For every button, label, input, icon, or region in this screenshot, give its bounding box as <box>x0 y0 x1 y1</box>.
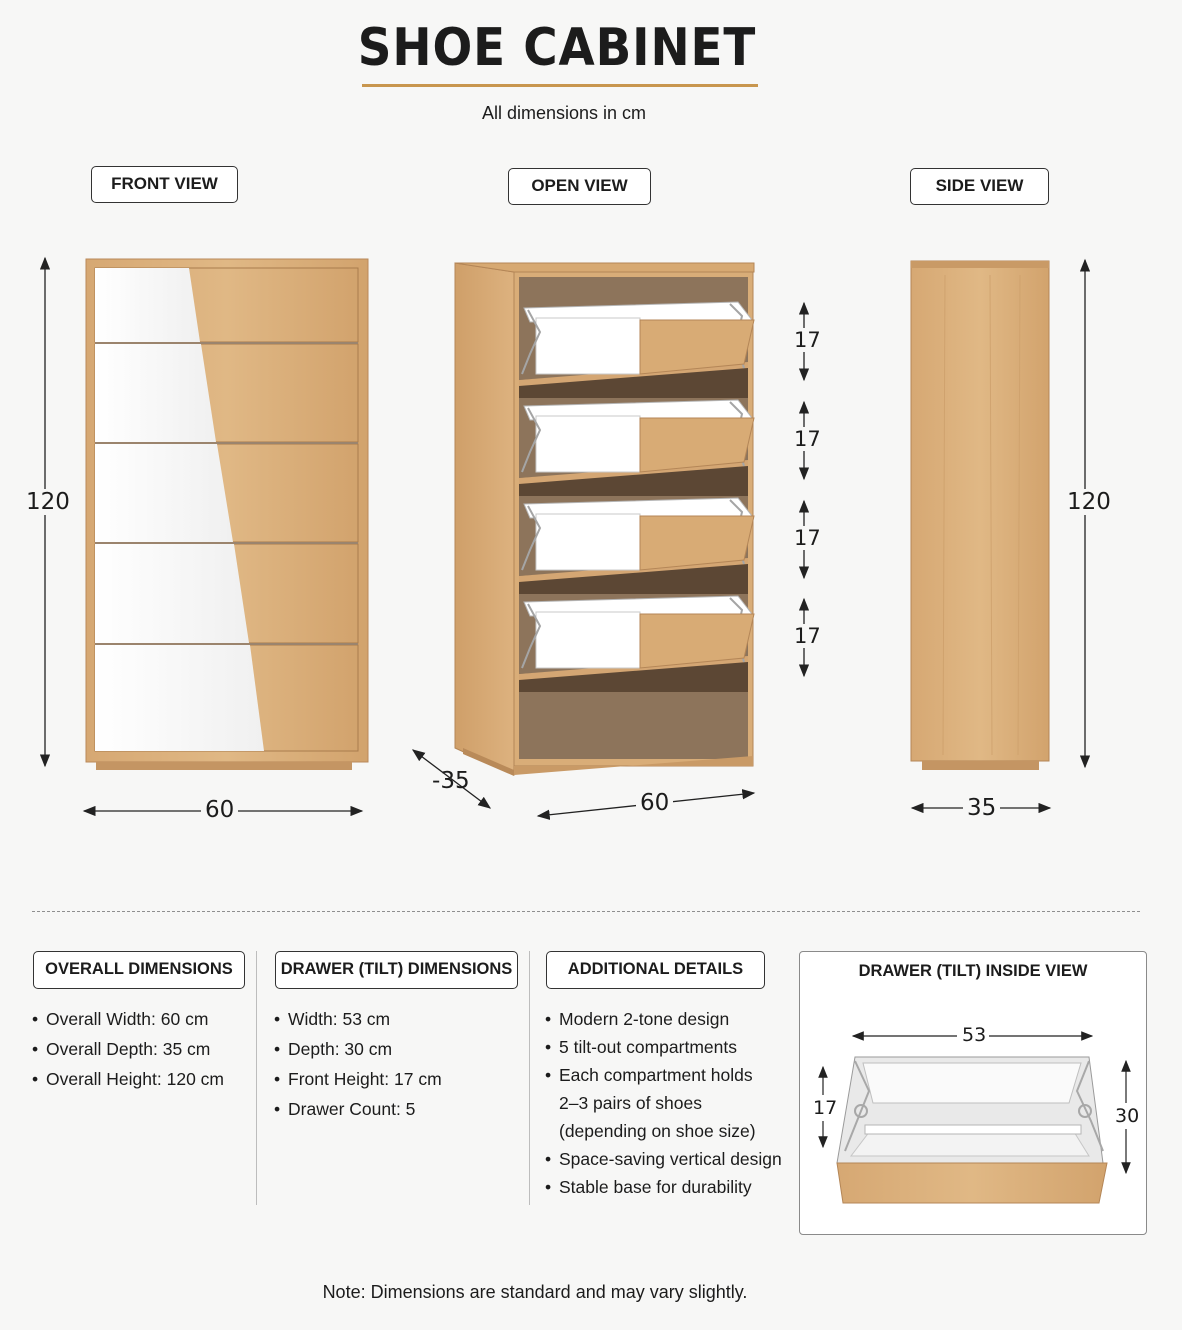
side-depth-label: 35 <box>963 795 1000 821</box>
footnote: Note: Dimensions are standard and may vary slightly. <box>322 1282 748 1302</box>
compartment-height-4: 17 <box>794 624 821 648</box>
section-divider <box>32 911 1140 912</box>
open-depth-value: 35 <box>440 768 470 794</box>
page-title: SHOE CABINET <box>357 18 757 78</box>
inside-width-label: 53 <box>962 1024 987 1046</box>
compartment-height-1: 17 <box>794 328 821 352</box>
side-view-cabinet <box>911 261 1049 770</box>
front-height-label: 120 <box>22 489 74 515</box>
list-item: • Width: 53 cm <box>274 1004 442 1034</box>
front-view-cabinet <box>86 259 368 770</box>
side-height-label: 120 <box>1063 489 1115 515</box>
tilt-drawer-1 <box>519 302 754 398</box>
drawer-inside-drawing <box>799 951 1147 1235</box>
list-item: • Modern 2-tone design <box>545 1005 782 1033</box>
additional-details-list <box>545 1005 782 1201</box>
open-view-label: OPEN VIEW <box>508 168 651 205</box>
column-separator <box>529 951 530 1205</box>
tilt-drawer-2 <box>519 400 754 496</box>
tilt-drawer-3 <box>519 498 754 594</box>
additional-details-label: ADDITIONAL DETAILS <box>546 951 765 989</box>
list-item: • Stable base for durability <box>545 1173 782 1201</box>
list-item: • Overall Depth: 35 cm <box>32 1034 224 1064</box>
list-item: • Each compartment holds <box>545 1061 782 1089</box>
overall-dimensions-list <box>32 1004 224 1094</box>
compartment-height-2: 17 <box>794 427 821 451</box>
list-item-continuation: 2–3 pairs of shoes <box>559 1093 703 1113</box>
list-item: • Overall Height: 120 cm <box>32 1064 224 1094</box>
drawer-dimensions-list <box>274 1004 442 1124</box>
front-width-label: 60 <box>201 797 238 823</box>
column-separator <box>256 951 257 1205</box>
list-item-continuation: (depending on shoe size) <box>559 1121 756 1141</box>
list-item: • 5 tilt-out compartments <box>545 1033 782 1061</box>
list-item: • Depth: 30 cm <box>274 1034 442 1064</box>
drawer-inside-view-label: DRAWER (TILT) INSIDE VIEW <box>858 962 1088 980</box>
list-item: • Overall Width: 60 cm <box>32 1004 224 1034</box>
page-subtitle: All dimensions in cm <box>481 103 647 123</box>
list-item: • Space-saving vertical design <box>545 1145 782 1173</box>
list-item: • Front Height: 17 cm <box>274 1064 442 1094</box>
front-view-label: FRONT VIEW <box>91 166 238 203</box>
compartment-height-3: 17 <box>794 526 821 550</box>
inside-front-height-label: 17 <box>813 1097 838 1119</box>
list-item: • Drawer Count: 5 <box>274 1094 442 1124</box>
open-width-label: 60 <box>636 790 673 816</box>
tilt-drawer-4 <box>519 596 754 692</box>
overall-dimensions-label: OVERALL DIMENSIONS <box>33 951 245 989</box>
side-view-label: SIDE VIEW <box>910 168 1049 205</box>
inside-depth-label: 30 <box>1115 1105 1140 1127</box>
drawer-dimensions-label: DRAWER (TILT) DIMENSIONS <box>275 951 518 989</box>
open-depth-label: -35 <box>432 768 470 794</box>
